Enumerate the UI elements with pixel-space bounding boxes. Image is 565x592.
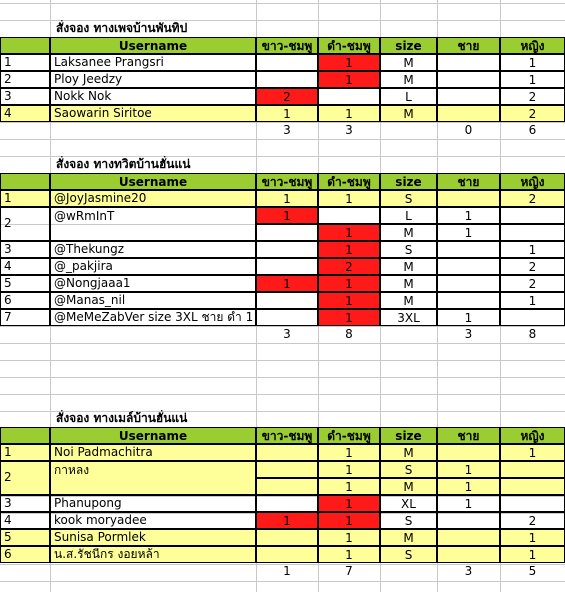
cell-black[interactable]: 1 bbox=[318, 241, 380, 258]
username-cell[interactable]: น.ส.รัชนีกร งอยหล้า bbox=[50, 546, 256, 563]
cell-size[interactable]: S bbox=[380, 190, 437, 207]
username-cell[interactable]: @_pakjira bbox=[50, 258, 256, 275]
header-cell: ชาย bbox=[437, 173, 500, 190]
cell-size[interactable]: M bbox=[380, 54, 437, 71]
row-number: 2 bbox=[0, 71, 50, 88]
total-male: 0 bbox=[464, 123, 473, 137]
cell-size[interactable]: M bbox=[380, 275, 437, 292]
total-male: 3 bbox=[464, 564, 473, 578]
total-white: 3 bbox=[283, 123, 291, 137]
cell-white[interactable] bbox=[256, 529, 318, 546]
gridline-row bbox=[0, 3, 565, 4]
cell-white-sub[interactable] bbox=[256, 478, 318, 495]
username-cell[interactable]: Sunisa Pormlek bbox=[50, 529, 256, 546]
row-number: 5 bbox=[0, 275, 50, 292]
row-number: 7 bbox=[0, 309, 50, 326]
cell-size[interactable]: S bbox=[380, 461, 437, 478]
header-cell-no bbox=[0, 173, 50, 190]
cell-female[interactable] bbox=[500, 495, 565, 512]
header-cell: Username bbox=[50, 173, 256, 190]
cell-male[interactable] bbox=[437, 292, 500, 309]
header-cell: ชาย bbox=[437, 37, 500, 54]
cell-female[interactable]: 1 bbox=[500, 54, 565, 71]
row-number: 5 bbox=[0, 529, 50, 546]
cell-male[interactable] bbox=[437, 512, 500, 529]
cell-white[interactable] bbox=[256, 309, 318, 326]
cell-male[interactable] bbox=[437, 444, 500, 461]
cell-male[interactable]: 1 bbox=[437, 207, 500, 224]
header-cell: size bbox=[380, 427, 437, 444]
cell-female[interactable] bbox=[500, 309, 565, 326]
gridline-row bbox=[0, 581, 565, 582]
header-cell: ดำ-ชมพู bbox=[318, 427, 380, 444]
cell-female[interactable]: 2 bbox=[500, 105, 565, 122]
cell-size[interactable]: M bbox=[380, 529, 437, 546]
gridline-row bbox=[0, 343, 565, 344]
cell-size[interactable]: S bbox=[380, 512, 437, 529]
username-cell[interactable]: kook moryadee bbox=[50, 512, 256, 529]
row-number: 2 bbox=[0, 207, 50, 241]
cell-female-sub[interactable] bbox=[500, 478, 565, 495]
cell-female[interactable]: 2 bbox=[500, 258, 565, 275]
cell-size[interactable]: XL bbox=[380, 495, 437, 512]
total-white: 3 bbox=[283, 327, 291, 341]
cell-male[interactable] bbox=[437, 190, 500, 207]
cell-black[interactable] bbox=[318, 88, 380, 105]
cell-female[interactable]: 1 bbox=[500, 241, 565, 258]
cell-female[interactable] bbox=[500, 461, 565, 478]
cell-female[interactable]: 1 bbox=[500, 444, 565, 461]
cell-black[interactable]: 1 bbox=[318, 190, 380, 207]
cell-white[interactable] bbox=[256, 54, 318, 71]
cell-black-sub[interactable]: 1 bbox=[318, 478, 380, 495]
total-female: 5 bbox=[528, 564, 537, 578]
gridline-row bbox=[0, 377, 565, 378]
cell-white[interactable] bbox=[256, 495, 318, 512]
username-cell[interactable]: @wRmInT bbox=[50, 207, 256, 241]
cell-black[interactable]: 1 bbox=[318, 292, 380, 309]
cell-black[interactable]: 1 bbox=[318, 71, 380, 88]
cell-female-sub[interactable] bbox=[500, 224, 565, 241]
header-cell: ขาว-ชมพู bbox=[256, 427, 318, 444]
header-cell: ดำ-ชมพู bbox=[318, 173, 380, 190]
cell-black[interactable]: 1 bbox=[318, 444, 380, 461]
cell-male[interactable]: 1 bbox=[437, 309, 500, 326]
cell-male[interactable] bbox=[437, 258, 500, 275]
cell-black-sub[interactable]: 1 bbox=[318, 224, 380, 241]
cell-white[interactable] bbox=[256, 258, 318, 275]
username-cell[interactable]: Nokk Nok bbox=[50, 88, 256, 105]
total-white: 1 bbox=[283, 564, 291, 578]
username-cell[interactable]: @MeMeZabVer size 3XL ชาย ดำ 1 bbox=[50, 309, 256, 326]
header-cell-no bbox=[0, 427, 50, 444]
table-title: สั่งจอง ทางทวิตบ้านฮั่นแน่ bbox=[56, 157, 191, 171]
username-cell[interactable]: Saowarin Siritoe bbox=[50, 105, 256, 122]
total-black: 7 bbox=[345, 564, 353, 578]
cell-male-sub[interactable]: 1 bbox=[437, 478, 500, 495]
gridline-row bbox=[0, 360, 565, 361]
cell-black[interactable]: 1 bbox=[318, 546, 380, 563]
cell-black[interactable]: 1 bbox=[318, 54, 380, 71]
header-cell-no bbox=[0, 37, 50, 54]
header-cell: size bbox=[380, 37, 437, 54]
username-cell[interactable]: @Nongjaaa1 bbox=[50, 275, 256, 292]
cell-male[interactable] bbox=[437, 105, 500, 122]
cell-male[interactable] bbox=[437, 275, 500, 292]
total-female: 8 bbox=[528, 327, 537, 341]
cell-size[interactable]: M bbox=[380, 258, 437, 275]
row-number: 3 bbox=[0, 241, 50, 258]
cell-male[interactable] bbox=[437, 54, 500, 71]
cell-white[interactable]: 1 bbox=[256, 207, 318, 224]
cell-white[interactable]: 1 bbox=[256, 190, 318, 207]
cell-white[interactable]: 1 bbox=[256, 105, 318, 122]
cell-male[interactable] bbox=[437, 546, 500, 563]
cell-size[interactable]: L bbox=[380, 207, 437, 224]
row-number: 2 bbox=[0, 461, 50, 495]
username-cell[interactable]: @JoyJasmine20 bbox=[50, 190, 256, 207]
cell-black[interactable]: 1 bbox=[318, 275, 380, 292]
header-cell: Username bbox=[50, 427, 256, 444]
header-cell: หญิง bbox=[500, 37, 565, 54]
row-number: 4 bbox=[0, 512, 50, 529]
cell-white[interactable]: 1 bbox=[256, 275, 318, 292]
row-number: 4 bbox=[0, 105, 50, 122]
cell-size[interactable]: S bbox=[380, 546, 437, 563]
cell-size[interactable]: M bbox=[380, 292, 437, 309]
gridline-row bbox=[0, 139, 565, 140]
cell-black[interactable]: 1 bbox=[318, 105, 380, 122]
cell-male[interactable]: 1 bbox=[437, 461, 500, 478]
header-cell: ขาว-ชมพู bbox=[256, 173, 318, 190]
row-number: 6 bbox=[0, 292, 50, 309]
cell-female[interactable]: 1 bbox=[500, 529, 565, 546]
cell-female[interactable]: 2 bbox=[500, 512, 565, 529]
cell-female[interactable]: 2 bbox=[500, 190, 565, 207]
username-cell[interactable]: กาหลง bbox=[50, 461, 256, 495]
total-black: 8 bbox=[345, 327, 353, 341]
cell-male[interactable] bbox=[437, 71, 500, 88]
cell-male[interactable] bbox=[437, 88, 500, 105]
cell-white[interactable]: 2 bbox=[256, 88, 318, 105]
table-title: สั่งจอง ทางเพจบ้านพันทิป bbox=[56, 21, 188, 35]
cell-male[interactable]: 1 bbox=[437, 495, 500, 512]
total-female: 6 bbox=[528, 123, 537, 137]
cell-white[interactable] bbox=[256, 241, 318, 258]
cell-female[interactable]: 1 bbox=[500, 71, 565, 88]
cell-black[interactable]: 1 bbox=[318, 495, 380, 512]
cell-size[interactable]: M bbox=[380, 444, 437, 461]
cell-female[interactable] bbox=[500, 207, 565, 224]
username-cell[interactable]: Phanupong bbox=[50, 495, 256, 512]
cell-male[interactable] bbox=[437, 529, 500, 546]
cell-black[interactable]: 1 bbox=[318, 309, 380, 326]
header-cell: Username bbox=[50, 37, 256, 54]
cell-female[interactable]: 2 bbox=[500, 88, 565, 105]
cell-male[interactable] bbox=[437, 241, 500, 258]
table-title: สั่งจอง ทางเมล์บ้านฮั่นแน่ bbox=[56, 411, 188, 425]
row-number: 3 bbox=[0, 88, 50, 105]
cell-female[interactable]: 1 bbox=[500, 292, 565, 309]
gridline-row bbox=[0, 394, 565, 395]
header-cell: หญิง bbox=[500, 427, 565, 444]
header-cell: size bbox=[380, 173, 437, 190]
username-cell[interactable]: @Manas_nil bbox=[50, 292, 256, 309]
row-number: 6 bbox=[0, 546, 50, 563]
row-number: 1 bbox=[0, 54, 50, 71]
cell-size[interactable]: L bbox=[380, 88, 437, 105]
cell-white[interactable] bbox=[256, 444, 318, 461]
total-male: 3 bbox=[464, 327, 473, 341]
cell-white[interactable] bbox=[256, 461, 318, 478]
header-cell: หญิง bbox=[500, 173, 565, 190]
username-cell[interactable]: Ploy Jeedzy bbox=[50, 71, 256, 88]
cell-white-sub[interactable] bbox=[256, 224, 318, 241]
username-cell[interactable]: Noi Padmachitra bbox=[50, 444, 256, 461]
cell-black[interactable] bbox=[318, 207, 380, 224]
row-number: 4 bbox=[0, 258, 50, 275]
cell-size-sub[interactable]: M bbox=[380, 224, 437, 241]
row-number: 3 bbox=[0, 495, 50, 512]
cell-size[interactable]: M bbox=[380, 71, 437, 88]
username-cell[interactable]: @Thekungz bbox=[50, 241, 256, 258]
header-cell: ชาย bbox=[437, 427, 500, 444]
header-cell: ดำ-ชมพู bbox=[318, 37, 380, 54]
cell-size[interactable]: M bbox=[380, 105, 437, 122]
row-number: 1 bbox=[0, 444, 50, 461]
cell-white[interactable] bbox=[256, 546, 318, 563]
cell-white[interactable] bbox=[256, 292, 318, 309]
cell-male-sub[interactable]: 1 bbox=[437, 224, 500, 241]
cell-black[interactable]: 2 bbox=[318, 258, 380, 275]
header-cell: ขาว-ชมพู bbox=[256, 37, 318, 54]
cell-white[interactable]: 1 bbox=[256, 512, 318, 529]
cell-size[interactable]: S bbox=[380, 241, 437, 258]
cell-black[interactable]: 1 bbox=[318, 461, 380, 478]
total-black: 3 bbox=[345, 123, 353, 137]
username-cell[interactable]: Laksanee Prangsri bbox=[50, 54, 256, 71]
cell-size[interactable]: 3XL bbox=[380, 309, 437, 326]
cell-black[interactable]: 1 bbox=[318, 529, 380, 546]
row-number: 1 bbox=[0, 190, 50, 207]
cell-black[interactable]: 1 bbox=[318, 512, 380, 529]
cell-size-sub[interactable]: M bbox=[380, 478, 437, 495]
cell-female[interactable]: 1 bbox=[500, 546, 565, 563]
cell-white[interactable] bbox=[256, 71, 318, 88]
cell-female[interactable]: 2 bbox=[500, 275, 565, 292]
